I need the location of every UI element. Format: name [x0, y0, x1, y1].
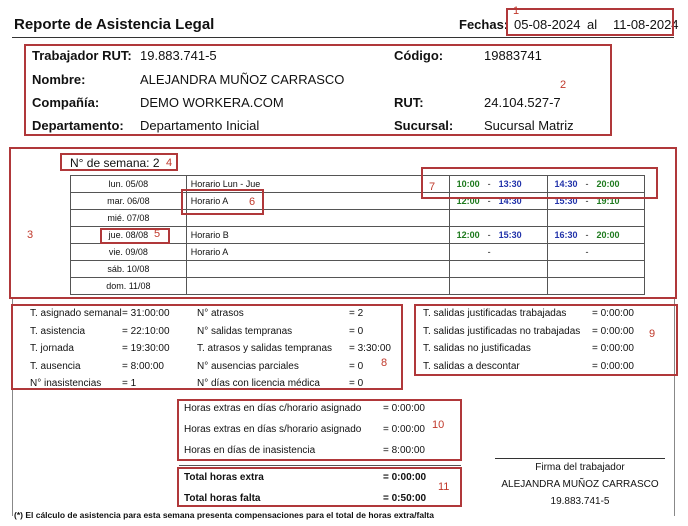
date-from: 05-08-2024	[514, 17, 581, 32]
signature-rut: 19.883.741-5	[550, 496, 610, 507]
sucursal-value: Sucursal Matriz	[484, 118, 574, 133]
stat-label: N° ausencias parciales	[197, 360, 299, 372]
dash: -	[585, 196, 589, 206]
stat-label: T. salidas a descontar	[423, 360, 520, 372]
annotation-number-7: 7	[429, 181, 436, 193]
stat-label: T. jornada	[30, 343, 74, 354]
exit-time: 15:30	[498, 230, 522, 240]
annotation-box-11	[177, 467, 462, 507]
annotation-number-1: 1	[513, 5, 520, 17]
stat-value: = 0:00:00	[383, 472, 427, 483]
signature-line	[495, 458, 665, 459]
stat-value: = 0:00:00	[592, 360, 634, 372]
signature-title: Firma del trabajador	[535, 462, 625, 473]
stat-value: = 1	[122, 378, 137, 389]
annotation-box-10	[177, 399, 462, 461]
day-cell: mar. 06/08	[71, 193, 187, 210]
stat-label: N° atrasos	[197, 308, 244, 319]
dash: -	[487, 230, 491, 240]
day-cell: lun. 05/08	[71, 176, 187, 193]
stat-label: Total horas extra	[184, 472, 264, 483]
annotation-box-7	[421, 167, 658, 199]
horario-cell: Horario B	[186, 227, 449, 244]
exit-time: 20:00	[596, 179, 620, 189]
stat-label: N° días con licencia médica	[197, 378, 320, 389]
stat-value: = 0:00:00	[383, 424, 425, 435]
stat-value: = 2	[349, 308, 364, 319]
rut-value: 19.883.741-5	[140, 48, 217, 63]
exit-time: 14:30	[498, 196, 522, 206]
dash: -	[585, 247, 589, 257]
dash: -	[585, 230, 589, 240]
annotation-number-10: 10	[432, 419, 445, 431]
stat-label: T. salidas justificadas trabajadas	[423, 308, 567, 319]
stat-label: T. salidas no justificadas	[423, 343, 531, 354]
sucursal-label: Sucursal:	[394, 118, 454, 133]
departamento-label: Departamento:	[32, 118, 124, 133]
exit-time: 19:10	[596, 196, 620, 206]
stat-label: T. asignado semanal	[30, 308, 122, 319]
annotation-box-1	[506, 8, 674, 36]
stat-value: = 0:50:00	[383, 493, 427, 504]
dash: -	[487, 247, 491, 257]
totals-divider	[179, 465, 461, 466]
compania-label: Compañía:	[32, 95, 100, 110]
stat-value: = 0:00:00	[592, 325, 634, 337]
annotation-number-8: 8	[381, 357, 388, 369]
report-title: Reporte de Asistencia Legal	[14, 16, 215, 33]
codigo-value: 19883741	[484, 48, 542, 63]
entry-time: 12:00	[456, 196, 480, 206]
stat-label: Total horas falta	[184, 493, 261, 504]
stat-label: T. salidas justificadas no trabajadas	[423, 325, 581, 337]
stat-value: = 8:00:00	[383, 445, 425, 456]
day-cell: jue. 08/08	[71, 227, 187, 244]
annotation-box-4	[60, 153, 178, 171]
entry-time: 14:30	[554, 179, 578, 189]
stat-value: = 0	[349, 360, 364, 372]
annotation-box-2	[24, 44, 612, 136]
stat-value: = 3:30:00	[349, 343, 391, 354]
exit-time: 20:00	[596, 230, 620, 240]
rut-label: Trabajador RUT:	[32, 48, 132, 63]
nombre-label: Nombre:	[32, 72, 86, 87]
annotation-number-3: 3	[27, 229, 34, 241]
stat-value: = 22:10:00	[122, 325, 170, 337]
signature-name: ALEJANDRA MUÑOZ CARRASCO	[501, 479, 659, 490]
annotation-number-5: 5	[154, 228, 161, 240]
exit-time: 13:30	[498, 179, 522, 189]
stat-label: T. atrasos y salidas tempranas	[197, 343, 333, 354]
rut-empresa-label: RUT:	[394, 95, 424, 110]
footnote: (*) El cálculo de asistencia para esta semana presenta compensaciones para el total de horas extra/falta	[14, 510, 434, 520]
stat-label: Horas en días de inasistencia	[184, 445, 316, 456]
annotation-number-6: 6	[249, 196, 256, 208]
stat-label: Horas extras en días c/horario asignado	[184, 403, 362, 414]
nombre-value: ALEJANDRA MUÑOZ CARRASCO	[140, 72, 345, 87]
entry-time: 10:00	[456, 179, 480, 189]
dash: -	[487, 196, 491, 206]
stat-value: = 0	[349, 325, 364, 337]
rut-empresa-value: 24.104.527-7	[484, 95, 561, 110]
date-to: 11-08-2024	[613, 17, 679, 32]
annotation-number-11: 11	[438, 481, 450, 493]
stat-value: = 31:00:00	[122, 308, 170, 319]
annotation-number-9: 9	[649, 328, 656, 340]
stat-label: N° salidas tempranas	[197, 325, 293, 337]
dash: -	[487, 179, 491, 189]
header-divider	[12, 37, 674, 38]
dash: -	[585, 179, 589, 189]
week-number: N° de semana: 2	[70, 156, 160, 170]
day-cell: dom. 11/08	[71, 278, 187, 295]
entry-time: 12:00	[456, 230, 480, 240]
stat-label: Horas extras en días s/horario asignado	[184, 424, 362, 435]
entry-time: 15:30	[554, 196, 578, 206]
horario-cell: Horario A	[186, 193, 449, 210]
codigo-label: Código:	[394, 48, 444, 63]
stat-value: = 19:30:00	[122, 343, 170, 354]
entry-time: 16:30	[554, 230, 578, 240]
annotation-number-4: 4	[166, 157, 173, 169]
stat-value: = 0:00:00	[592, 308, 634, 319]
stat-label: T. asistencia	[30, 325, 86, 337]
fechas-label: Fechas:	[459, 17, 509, 32]
horario-cell: Horario A	[186, 244, 449, 261]
stat-value: = 0:00:00	[592, 343, 634, 354]
stat-value: = 0:00:00	[383, 403, 425, 414]
al-label: al	[587, 17, 598, 32]
annotation-number-2: 2	[560, 79, 567, 91]
annotation-box-8	[11, 304, 403, 390]
compania-value: DEMO WORKERA.COM	[140, 95, 284, 110]
stat-value: = 0	[349, 378, 364, 389]
departamento-value: Departamento Inicial	[140, 118, 260, 133]
day-cell: sáb. 10/08	[71, 261, 187, 278]
day-cell: mié. 07/08	[71, 210, 187, 227]
stat-value: = 8:00:00	[122, 360, 164, 372]
annotation-box-9	[414, 304, 678, 376]
stat-label: T. ausencia	[30, 360, 81, 372]
horario-cell: Horario Lun - Jue	[186, 176, 449, 193]
day-cell: vie. 09/08	[71, 244, 187, 261]
stat-label: N° inasistencias	[30, 378, 102, 389]
